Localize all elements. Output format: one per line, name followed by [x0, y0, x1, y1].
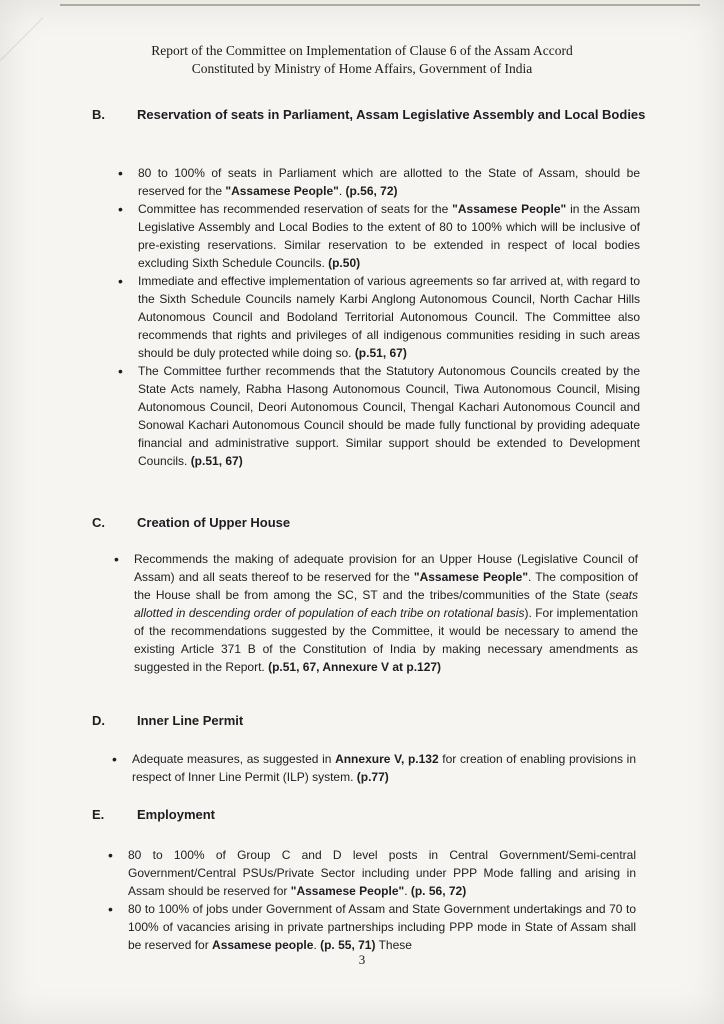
- section-letter: B.: [92, 107, 105, 122]
- page-number: 3: [358, 952, 366, 967]
- list-item: • 80 to 100% of seats in Parliament which are allotted to the State of Assam, should be reserved for the "Assamese People". (p.56, 72): [118, 164, 640, 200]
- section-letter: D.: [92, 713, 105, 728]
- list-item: • 80 to 100% of Group C and D level posts in Central Government/Semi-central Government/Central PSUs/Private Sector including under PPP Mode falling and arising in Assam should be reserved for "Assamese People". (p. 56, 72): [108, 846, 636, 900]
- list-item: • Committee has recommended reservation of seats for the "Assamese People" in the Assam Legislative Assembly and Local Bodies to the extent of 80 to 100% which will be inclusive of pre-existing reservations. Similar reservation to be extended in respect of local bodies excluding Sixth Schedule Councils. (p.50): [118, 200, 640, 272]
- section-letter: E.: [92, 807, 105, 822]
- report-header: [0, 42, 724, 78]
- list-item: • Immediate and effective implementation of various agreements so far arrived at, with regard to the Sixth Schedule Councils namely Karbi Anglong Autonomous Council, North Cachar Hills Autonomous Council and Bodoland Territorial Autonomous Council. The Committee also recommends that rights and privileges of all indigenous communities residing in such areas should be duly protected while doing so. (p.51, 67): [118, 272, 640, 362]
- section-d-bullets: [112, 750, 636, 786]
- list-item: • 80 to 100% of jobs under Government of Assam and State Government undertakings and 70 to 100% of vacancies arising in private partnerships including PPP mode in State of Assam shall be reserved for Assamese people. (p. 55, 71) These: [108, 900, 636, 954]
- section-title: Employment: [137, 807, 216, 822]
- list-item: • Recommends the making of adequate provision for an Upper House (Legislative Council of Assam) and all seats thereof to be reserved for the "Assamese People". The composition of the House shall be from among the SC, ST and the tribes/communities of the State (seats allotted in descending order of population of each tribe on rotational basis). For implementation of the recommendations suggested by the Committee, it would be necessary to amend the existing Article 371 B of the Constitution of India by making necessary amendments as suggested in the Report. (p.51, 67, Annexure V at p.127): [114, 550, 638, 676]
- list-item: • The Committee further recommends that the Statutory Autonomous Councils created by the State Acts namely, Rabha Hasong Autonomous Council, Tiwa Autonomous Council, Mising Autonomous Council, Deori Autonomous Council, Thengal Kachari Autonomous Council and Sonowal Kachari Autonomous Council should be made fully functional by providing adequate financial and administrative support. Similar support should be extended to Development Councils. (p.51, 67): [118, 362, 640, 470]
- section-title: Inner Line Permit: [137, 713, 244, 728]
- list-item: • Adequate measures, as suggested in Annexure V, p.132 for creation of enabling provisions in respect of Inner Line Permit (ILP) system. (p.77): [112, 750, 636, 786]
- section-c-bullets: [114, 550, 638, 676]
- header-line-2: Constituted by Ministry of Home Affairs, Government of India: [191, 61, 533, 76]
- section-e-bullets: [108, 846, 636, 954]
- header-line-1: Report of the Committee on Implementation of Clause 6 of the Assam Accord: [151, 43, 573, 58]
- section-title: Creation of Upper House: [137, 515, 291, 530]
- section-b-bullets: [118, 164, 640, 470]
- section-title: Reservation of seats in Parliament, Assam Legislative Assembly and Local Bodies: [137, 107, 646, 122]
- top-edge-line: [60, 4, 700, 6]
- section-letter: C.: [92, 515, 105, 530]
